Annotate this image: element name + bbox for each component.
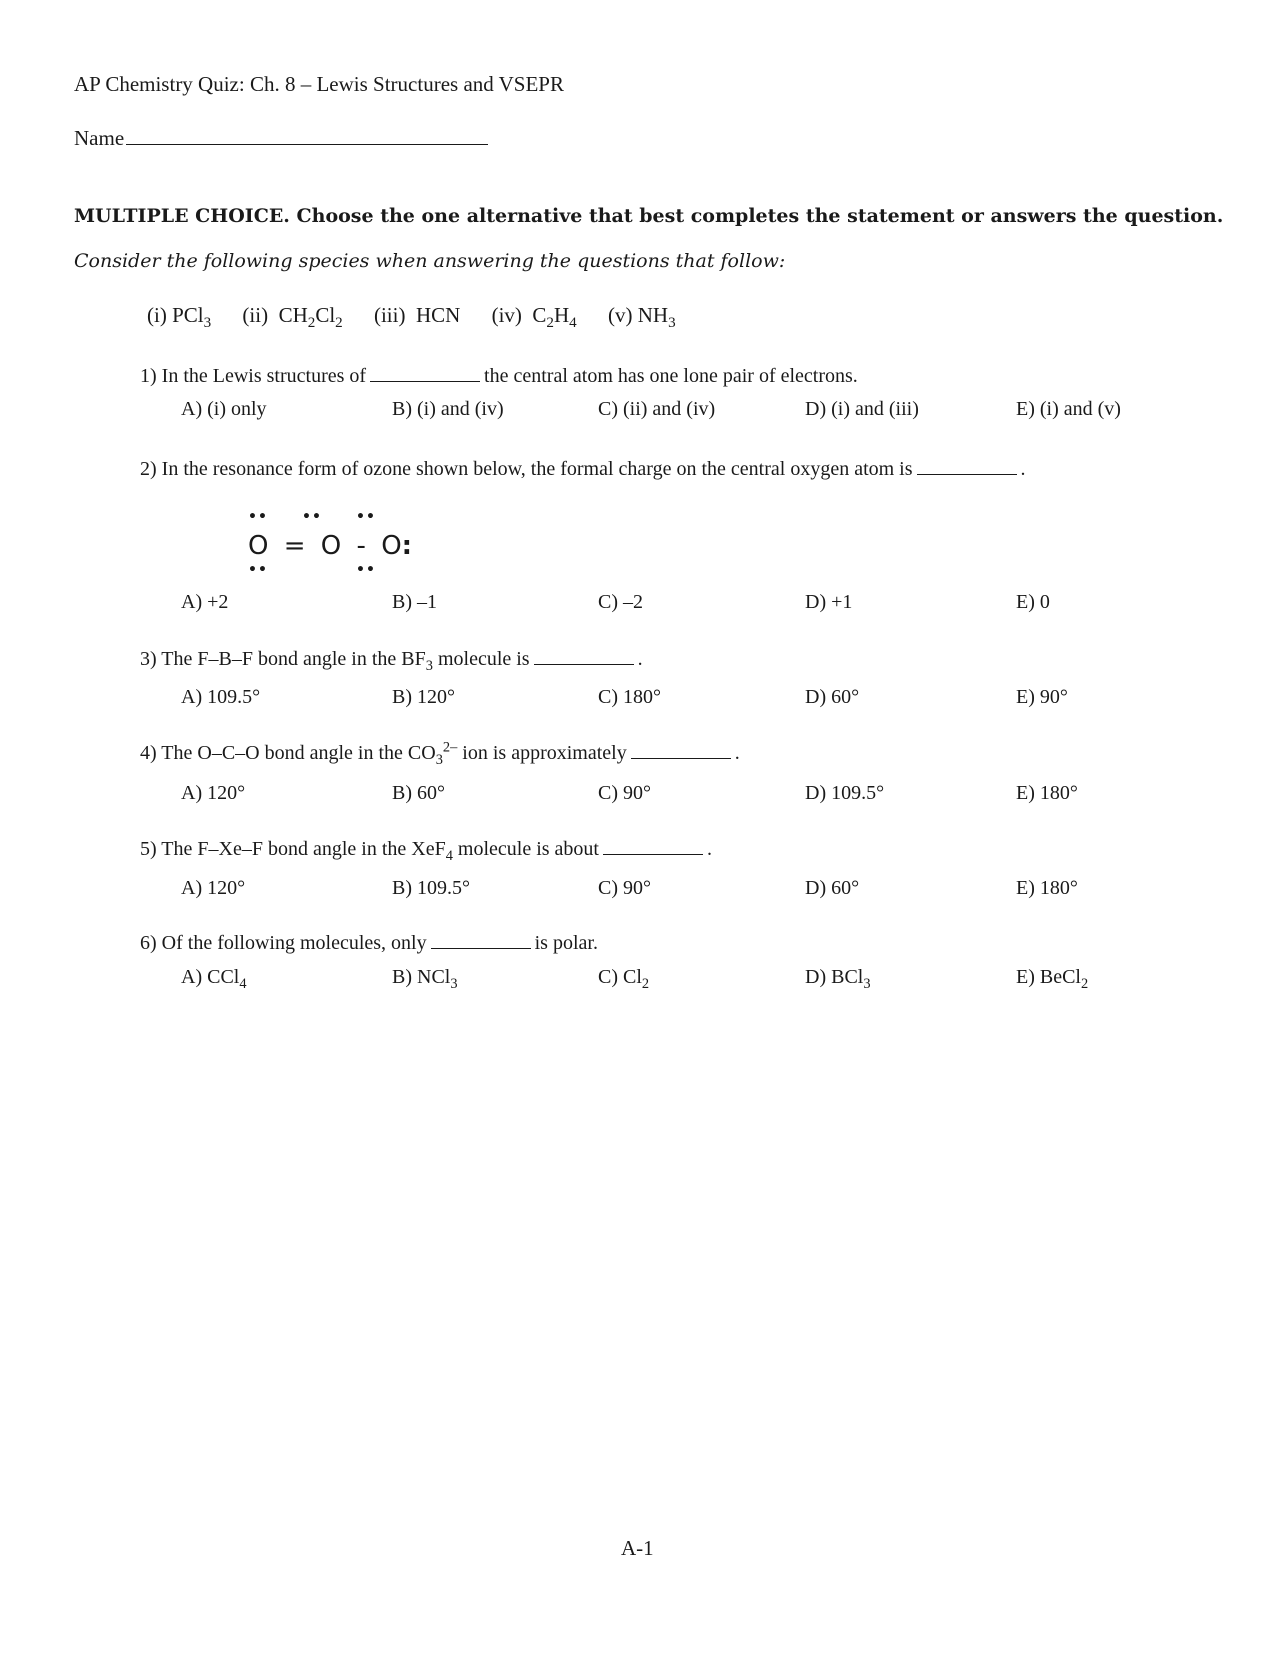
q6-option-b[interactable]: B) NCl$_3$ <box>392 966 458 992</box>
ozone-atom-row <box>248 531 412 561</box>
q2-option-e[interactable]: E) 0 <box>1016 591 1050 613</box>
answer-blank[interactable] <box>534 648 634 665</box>
q5-option-a[interactable]: A) 120° <box>181 877 246 899</box>
lone-pair-o1-bottom: •• <box>248 562 268 578</box>
question-2-stem: 2) In the resonance form of ozone shown below, the formal charge on the central oxygen atom is . <box>140 458 1026 480</box>
name-blank-line[interactable] <box>126 126 488 145</box>
quiz-title: AP Chemistry Quiz: Ch. 8 – Lewis Structures and VSEPR <box>74 72 564 96</box>
q5-option-e[interactable]: E) 180° <box>1016 877 1078 899</box>
q1-option-d[interactable]: D) (i) and (iii) <box>805 398 919 420</box>
q5-option-d[interactable]: D) 60° <box>805 877 860 899</box>
q4-option-a[interactable]: A) 120° <box>181 782 246 804</box>
q5-option-c[interactable]: C) 90° <box>598 877 651 899</box>
q2-option-b[interactable]: B) –1 <box>392 591 437 613</box>
oxygen-atom-center: O <box>320 531 342 561</box>
q3-option-b[interactable]: B) 120° <box>392 686 455 708</box>
species-list <box>147 303 702 332</box>
species-ii: (ii) $CH_2Cl_2$ <box>242 303 343 332</box>
multiple-choice-heading: MULTIPLE CHOICE. Choose the one alternative that best completes the statement or answers the question. <box>74 205 1224 227</box>
double-bond: = <box>283 531 306 561</box>
name-label: Name <box>74 126 125 150</box>
q6-option-e[interactable]: E) BeCl$_2$ <box>1016 966 1089 992</box>
question-3-stem: 3) The F–B–F bond angle in the $BF_3$ molecule is . <box>140 648 643 674</box>
answer-blank[interactable] <box>603 838 703 855</box>
question-6-stem: 6) Of the following molecules, only is polar. <box>140 932 598 954</box>
answer-blank[interactable] <box>917 458 1017 475</box>
q1-option-c[interactable]: C) (ii) and (iv) <box>598 398 716 420</box>
q4-option-e[interactable]: E) 180° <box>1016 782 1078 804</box>
q1-option-a[interactable]: A) (i) only <box>181 398 267 420</box>
name-field-row <box>74 126 488 151</box>
q3-option-e[interactable]: E) 90° <box>1016 686 1068 708</box>
species-iv: (iv) $C_2H_4$ <box>491 303 577 332</box>
lone-pair-o3-right: : <box>401 531 413 561</box>
question-4-stem: 4) The O–C–O bond angle in the $CO_3^{2-}$ ion is approximately . <box>140 739 740 768</box>
q6-option-a[interactable]: A) CCl$_4$ <box>181 966 247 992</box>
species-iii: (iii) HCN <box>373 303 461 327</box>
q6-option-c[interactable]: C) $Cl_2$ <box>598 966 650 992</box>
lone-pair-o2-top: •• <box>302 509 322 525</box>
q2-option-a[interactable]: A) +2 <box>181 591 229 613</box>
q1-option-e[interactable]: E) (i) and (v) <box>1016 398 1121 420</box>
q2-option-c[interactable]: C) –2 <box>598 591 643 613</box>
q4-option-d[interactable]: D) 109.5° <box>805 782 885 804</box>
oxygen-atom-left: O <box>248 531 269 561</box>
answer-blank[interactable] <box>431 932 531 949</box>
oxygen-atom-right: O <box>381 531 402 561</box>
q1-option-b[interactable]: B) (i) and (iv) <box>392 398 504 420</box>
answer-blank[interactable] <box>370 365 480 382</box>
species-v: (v) $NH_3$ <box>607 303 676 332</box>
q5-option-b[interactable]: B) 109.5° <box>392 877 470 899</box>
consider-instruction: Consider the following species when answering the questions that follow: <box>74 250 786 272</box>
lone-pair-o3-bottom: •• <box>356 562 376 578</box>
q3-option-d[interactable]: D) 60° <box>805 686 860 708</box>
q3-option-c[interactable]: C) 180° <box>598 686 661 708</box>
lone-pair-o3-top: •• <box>356 509 376 525</box>
q6-option-d[interactable]: D) BCl$_3$ <box>805 966 871 992</box>
q4-option-b[interactable]: B) 60° <box>392 782 445 804</box>
q3-option-a[interactable]: A) 109.5° <box>181 686 261 708</box>
page-number: A-1 <box>621 1536 654 1560</box>
species-i: (i) PCl$_3$ <box>147 303 212 332</box>
q4-option-c[interactable]: C) 90° <box>598 782 651 804</box>
answer-blank[interactable] <box>631 742 731 759</box>
question-5-stem: 5) The F–Xe–F bond angle in the XeF$_4$ molecule is about . <box>140 838 712 864</box>
question-1-stem: 1) In the Lewis structures of the central atom has one lone pair of electrons. <box>140 365 858 387</box>
single-bond: - <box>356 531 366 561</box>
q2-option-d[interactable]: D) +1 <box>805 591 853 613</box>
lone-pair-o1-top: •• <box>248 509 268 525</box>
